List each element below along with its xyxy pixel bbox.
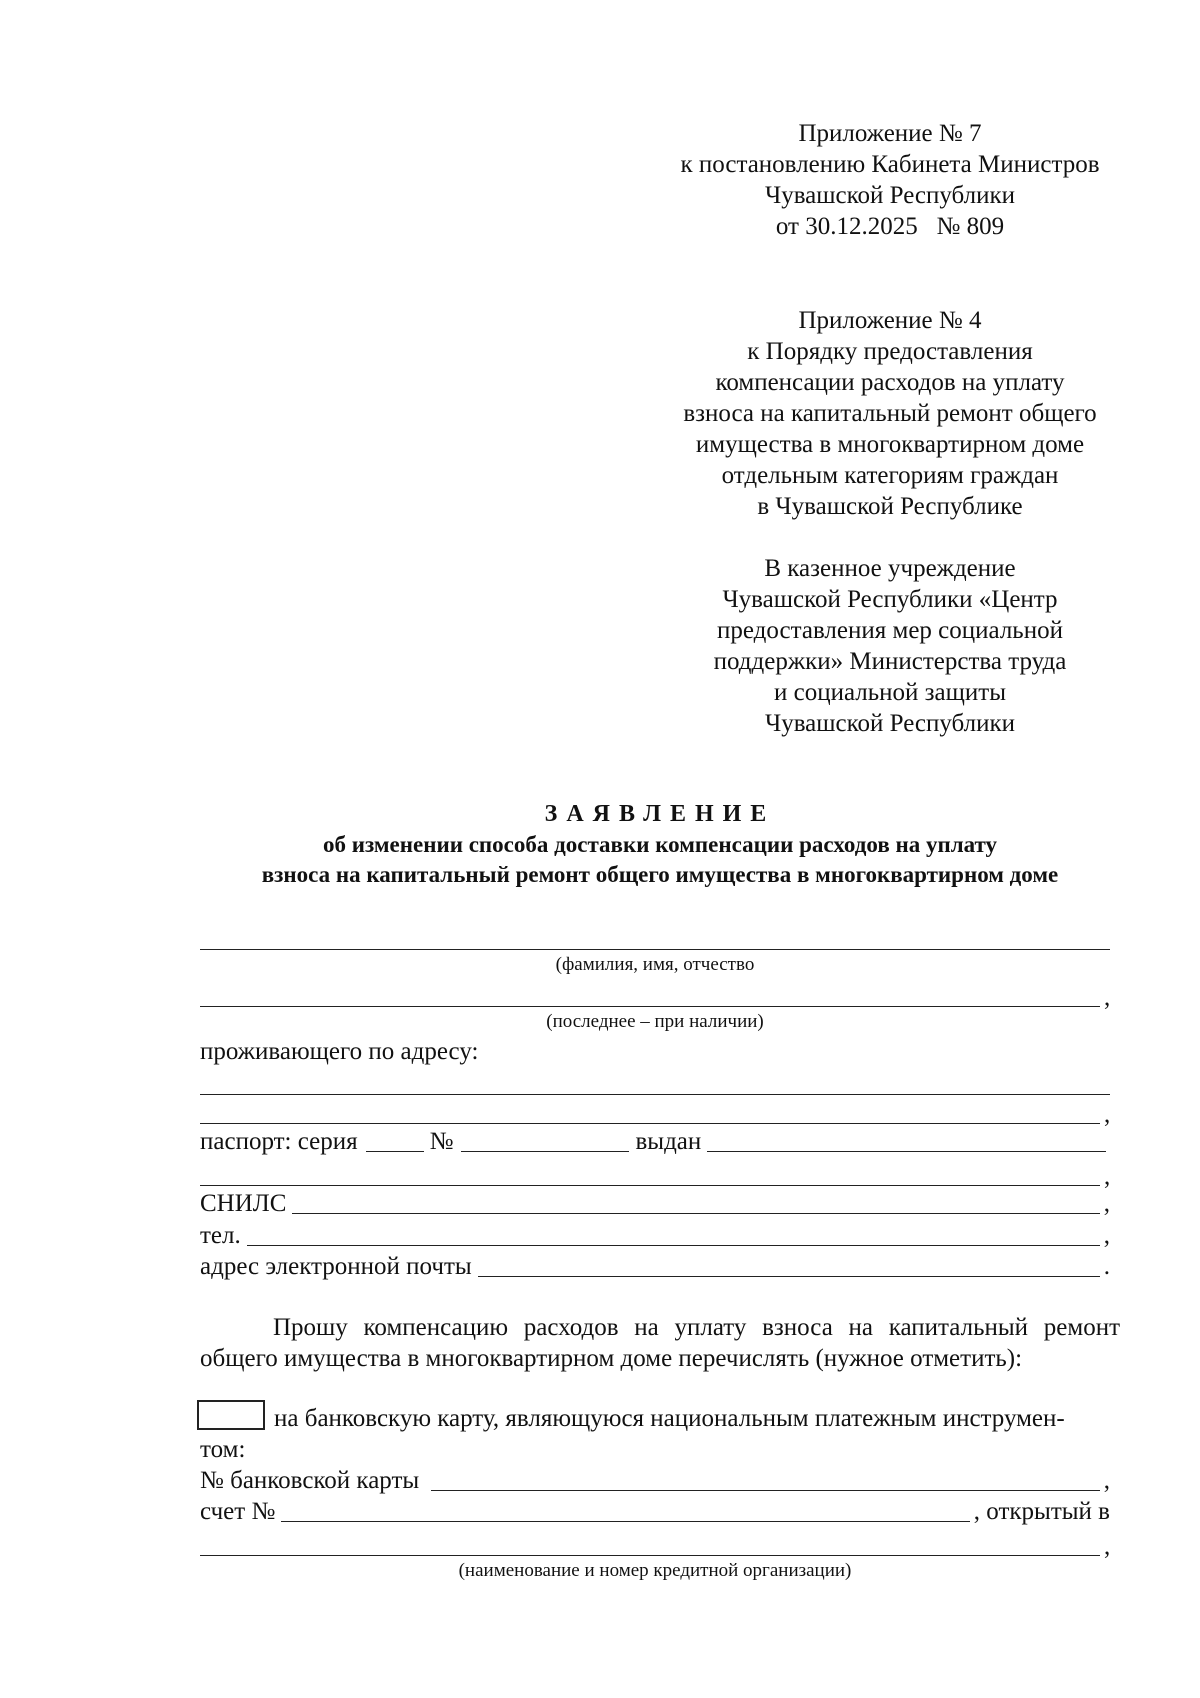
address-input-line-2[interactable] [200, 1123, 1100, 1124]
appendix-7-line: от 30.12.2025 № 809 [775, 213, 1005, 240]
address-comma: , [1104, 1101, 1111, 1128]
account-label: счет № [200, 1498, 276, 1525]
addressee-line: Чувашской Республики [764, 710, 1016, 737]
passport-number-label: № [429, 1128, 454, 1155]
snils-input[interactable] [292, 1193, 1099, 1214]
passport-series-input[interactable] [366, 1131, 424, 1152]
fio-comma: , [1104, 984, 1111, 1011]
addressee-line: предоставления мер социальной [717, 617, 1063, 644]
addressee-line: и социальной защиты [773, 679, 1006, 706]
bank-card-option-line-1: на банковскую карту, являющуюся национальным платежным инструмен- [274, 1405, 1065, 1432]
card-number-input[interactable] [431, 1470, 1100, 1491]
passport-series-label: паспорт: серия [200, 1128, 358, 1155]
passport-row [200, 1127, 1110, 1157]
fio-input-line-1[interactable] [200, 949, 1110, 950]
snils-row [200, 1189, 1110, 1219]
card-number-comma: , [1103, 1467, 1110, 1494]
addressee-block [630, 553, 1150, 739]
bank-card-checkbox[interactable] [197, 1400, 265, 1430]
fio-input-line-2[interactable] [200, 1006, 1100, 1007]
bank-name-input-line[interactable] [200, 1555, 1100, 1556]
appendix-4-line: имущества в многоквартирном доме [695, 431, 1085, 458]
addressee-line: В казенное учреждение [764, 555, 1016, 582]
appendix-4-line: взноса на капитальный ремонт общего [683, 400, 1097, 427]
email-row [200, 1252, 1110, 1282]
address-label-row [200, 1037, 1110, 1067]
appendix-7-header [630, 118, 1150, 242]
phone-input[interactable] [247, 1225, 1100, 1246]
appendix-4-line: в Чувашской Республике [757, 493, 1023, 520]
bank-name-comma: , [1104, 1533, 1111, 1560]
passport-number-input[interactable] [461, 1131, 629, 1152]
appendix-4-line: отдельным категориям граждан [721, 462, 1059, 489]
snils-comma: , [1103, 1190, 1110, 1217]
bank-name-caption: (наименование и номер кредитной организации) [458, 1560, 852, 1581]
document-subtitle-line-2: взноса на капитальный ремонт общего имущества в многоквартирном доме [261, 862, 1059, 887]
account-input[interactable] [281, 1501, 970, 1522]
document-title: ЗАЯВЛЕНИЕ [544, 801, 776, 827]
appendix-4-line: компенсации расходов на уплату [715, 369, 1065, 396]
phone-label: тел. [200, 1222, 241, 1249]
passport-comma: , [1104, 1163, 1111, 1190]
appendix-4-line: к Порядку предоставления [747, 338, 1033, 365]
appendix-7-line: к постановлению Кабинета Министров [680, 151, 1100, 178]
address-label: проживающего по адресу: [200, 1038, 479, 1065]
fio-last-caption: (последнее – при наличии) [546, 1011, 764, 1032]
email-input[interactable] [478, 1256, 1100, 1277]
passport-issued-input[interactable] [707, 1131, 1106, 1152]
fio-caption: (фамилия, имя, отчество [555, 954, 755, 975]
request-paragraph: Прошу компенсацию расходов на уплату взноса на капитальный ремонт общего имущества в многоквартирном доме перечислять (нужное отметить): [200, 1314, 1120, 1372]
card-number-label: № банковской карты [200, 1467, 420, 1494]
snils-label: СНИЛС [200, 1190, 287, 1217]
account-opened-in: , открытый в [973, 1498, 1110, 1525]
appendix-4-header [630, 305, 1150, 522]
account-row [200, 1497, 1110, 1527]
appendix-4-line: Приложение № 4 [798, 307, 982, 334]
passport-issued-line-2[interactable] [200, 1185, 1100, 1186]
email-period: . [1103, 1253, 1110, 1280]
phone-row [200, 1221, 1110, 1251]
appendix-7-line: Чувашской Республики [764, 182, 1016, 209]
appendix-7-line: Приложение № 7 [798, 120, 982, 147]
bank-card-option-line-2: том: [200, 1436, 246, 1463]
addressee-line: Чувашской Республики «Центр [722, 586, 1058, 613]
document-subtitle-line-1: об изменении способа доставки компенсации расходов на уплату [322, 832, 998, 857]
phone-comma: , [1103, 1222, 1110, 1249]
email-label: адрес электронной почты [200, 1253, 472, 1280]
addressee-line: поддержки» Министерства труда [713, 648, 1067, 675]
passport-issued-label: выдан [635, 1128, 702, 1155]
address-input-line-1[interactable] [200, 1094, 1110, 1095]
card-number-row [200, 1466, 1110, 1496]
